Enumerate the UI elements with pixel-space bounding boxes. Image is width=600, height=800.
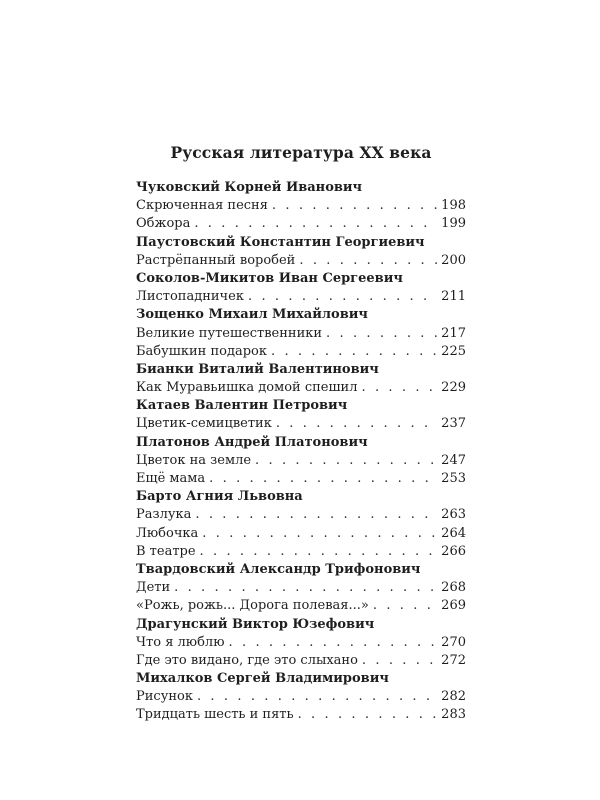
author-heading: Драгунский Виктор Юзефович — [136, 616, 375, 632]
page-number: 211 — [441, 289, 466, 305]
toc-entry — [136, 452, 466, 470]
work-title: «Рожь, рожь... Дорога полевая...» — [136, 598, 369, 614]
toc-entry — [136, 343, 466, 361]
work-title: Цветок на земле — [136, 452, 252, 468]
dot-leader — [298, 706, 438, 724]
work-title: Растрёпанный воробей — [136, 252, 296, 268]
work-title: Дети — [136, 580, 171, 596]
toc-entry — [136, 634, 466, 652]
work-title: Обжора — [136, 216, 191, 232]
author-heading: Паустовский Константин Георгиевич — [136, 234, 425, 250]
page-number: 229 — [441, 380, 466, 396]
page-number: 268 — [441, 580, 466, 596]
page-number: 217 — [441, 325, 466, 341]
page-number: 237 — [441, 416, 466, 432]
work-title: Где это видано, где это слыхано — [136, 652, 358, 668]
toc-entry — [136, 288, 466, 306]
dot-leader — [195, 506, 437, 524]
author-heading: Бианки Виталий Валентинович — [136, 361, 379, 377]
dot-leader — [248, 288, 437, 306]
author-heading: Зощенко Михаил Михайлович — [136, 307, 368, 323]
page-number: 282 — [441, 689, 466, 705]
toc-entry — [136, 706, 466, 724]
toc-entry — [136, 525, 466, 543]
work-title: Цветик-семицветик — [136, 416, 272, 432]
dot-leader — [362, 652, 437, 670]
toc-entry — [136, 252, 466, 270]
page-number: 198 — [441, 198, 466, 214]
dot-leader — [271, 343, 437, 361]
dot-leader — [197, 688, 437, 706]
author-heading: Твардовский Александр Трифонович — [136, 561, 421, 577]
toc-entry — [136, 652, 466, 670]
work-title: Ещё мама — [136, 471, 206, 486]
page-number: 283 — [441, 707, 466, 723]
dot-leader — [202, 525, 437, 543]
work-title: Скрюченная песня — [136, 198, 268, 214]
table-of-contents — [136, 143, 466, 725]
work-title: Любочка — [136, 525, 199, 541]
work-title: Что я люблю — [136, 634, 225, 650]
toc-entry — [136, 506, 466, 524]
work-title: Бабушкин подарок — [136, 343, 267, 359]
dot-leader — [200, 543, 438, 561]
toc-entry — [136, 579, 466, 597]
page-number: 263 — [441, 507, 466, 523]
toc-entry — [136, 325, 466, 343]
work-title: Листопадничек — [136, 289, 244, 305]
toc-entry — [136, 197, 466, 215]
page-number: 253 — [441, 471, 466, 486]
dot-leader — [229, 634, 438, 652]
page-number: 270 — [441, 634, 466, 650]
author-heading: Барто Агния Львовна — [136, 489, 303, 505]
toc-entry — [136, 215, 466, 233]
dot-leader — [272, 197, 437, 215]
toc-entry — [136, 415, 466, 433]
work-title: Разлука — [136, 507, 192, 523]
page-number: 269 — [441, 598, 466, 614]
dot-leader — [194, 215, 437, 233]
work-title: Великие путешественники — [136, 325, 323, 341]
page-number: 272 — [441, 652, 466, 668]
work-title: Как Муравьишка домой спешил — [136, 380, 358, 396]
dot-leader — [276, 415, 437, 433]
page-number: 199 — [441, 216, 466, 232]
dot-leader — [255, 452, 437, 470]
author-heading: Соколов-Микитов Иван Сергеевич — [136, 270, 403, 286]
dot-leader — [361, 379, 437, 397]
author-heading: Михалков Сергей Владимирович — [136, 671, 389, 687]
page-number: 264 — [441, 525, 466, 541]
dot-leader — [299, 252, 437, 270]
author-heading: Катаев Валентин Петрович — [136, 398, 348, 414]
page-number: 200 — [441, 252, 466, 268]
toc-entry — [136, 543, 466, 561]
toc-list — [136, 179, 466, 725]
section-title: Русская литература XX века — [170, 143, 432, 162]
toc-entry — [136, 597, 466, 615]
work-title: Тридцать шесть и пять — [136, 707, 294, 723]
work-title: Рисунок — [136, 689, 193, 705]
page-number: 225 — [441, 343, 466, 359]
page-number: 247 — [441, 452, 466, 468]
toc-entry — [136, 470, 466, 488]
author-heading: Чуковский Корней Иванович — [136, 180, 363, 195]
work-title: В театре — [136, 543, 196, 559]
dot-leader — [373, 597, 437, 615]
author-heading: Платонов Андрей Платонович — [136, 434, 368, 450]
dot-leader — [174, 579, 437, 597]
toc-entry — [136, 688, 466, 706]
dot-leader — [326, 325, 437, 343]
dot-leader — [209, 470, 437, 488]
page-number: 266 — [441, 543, 466, 559]
toc-entry — [136, 379, 466, 397]
